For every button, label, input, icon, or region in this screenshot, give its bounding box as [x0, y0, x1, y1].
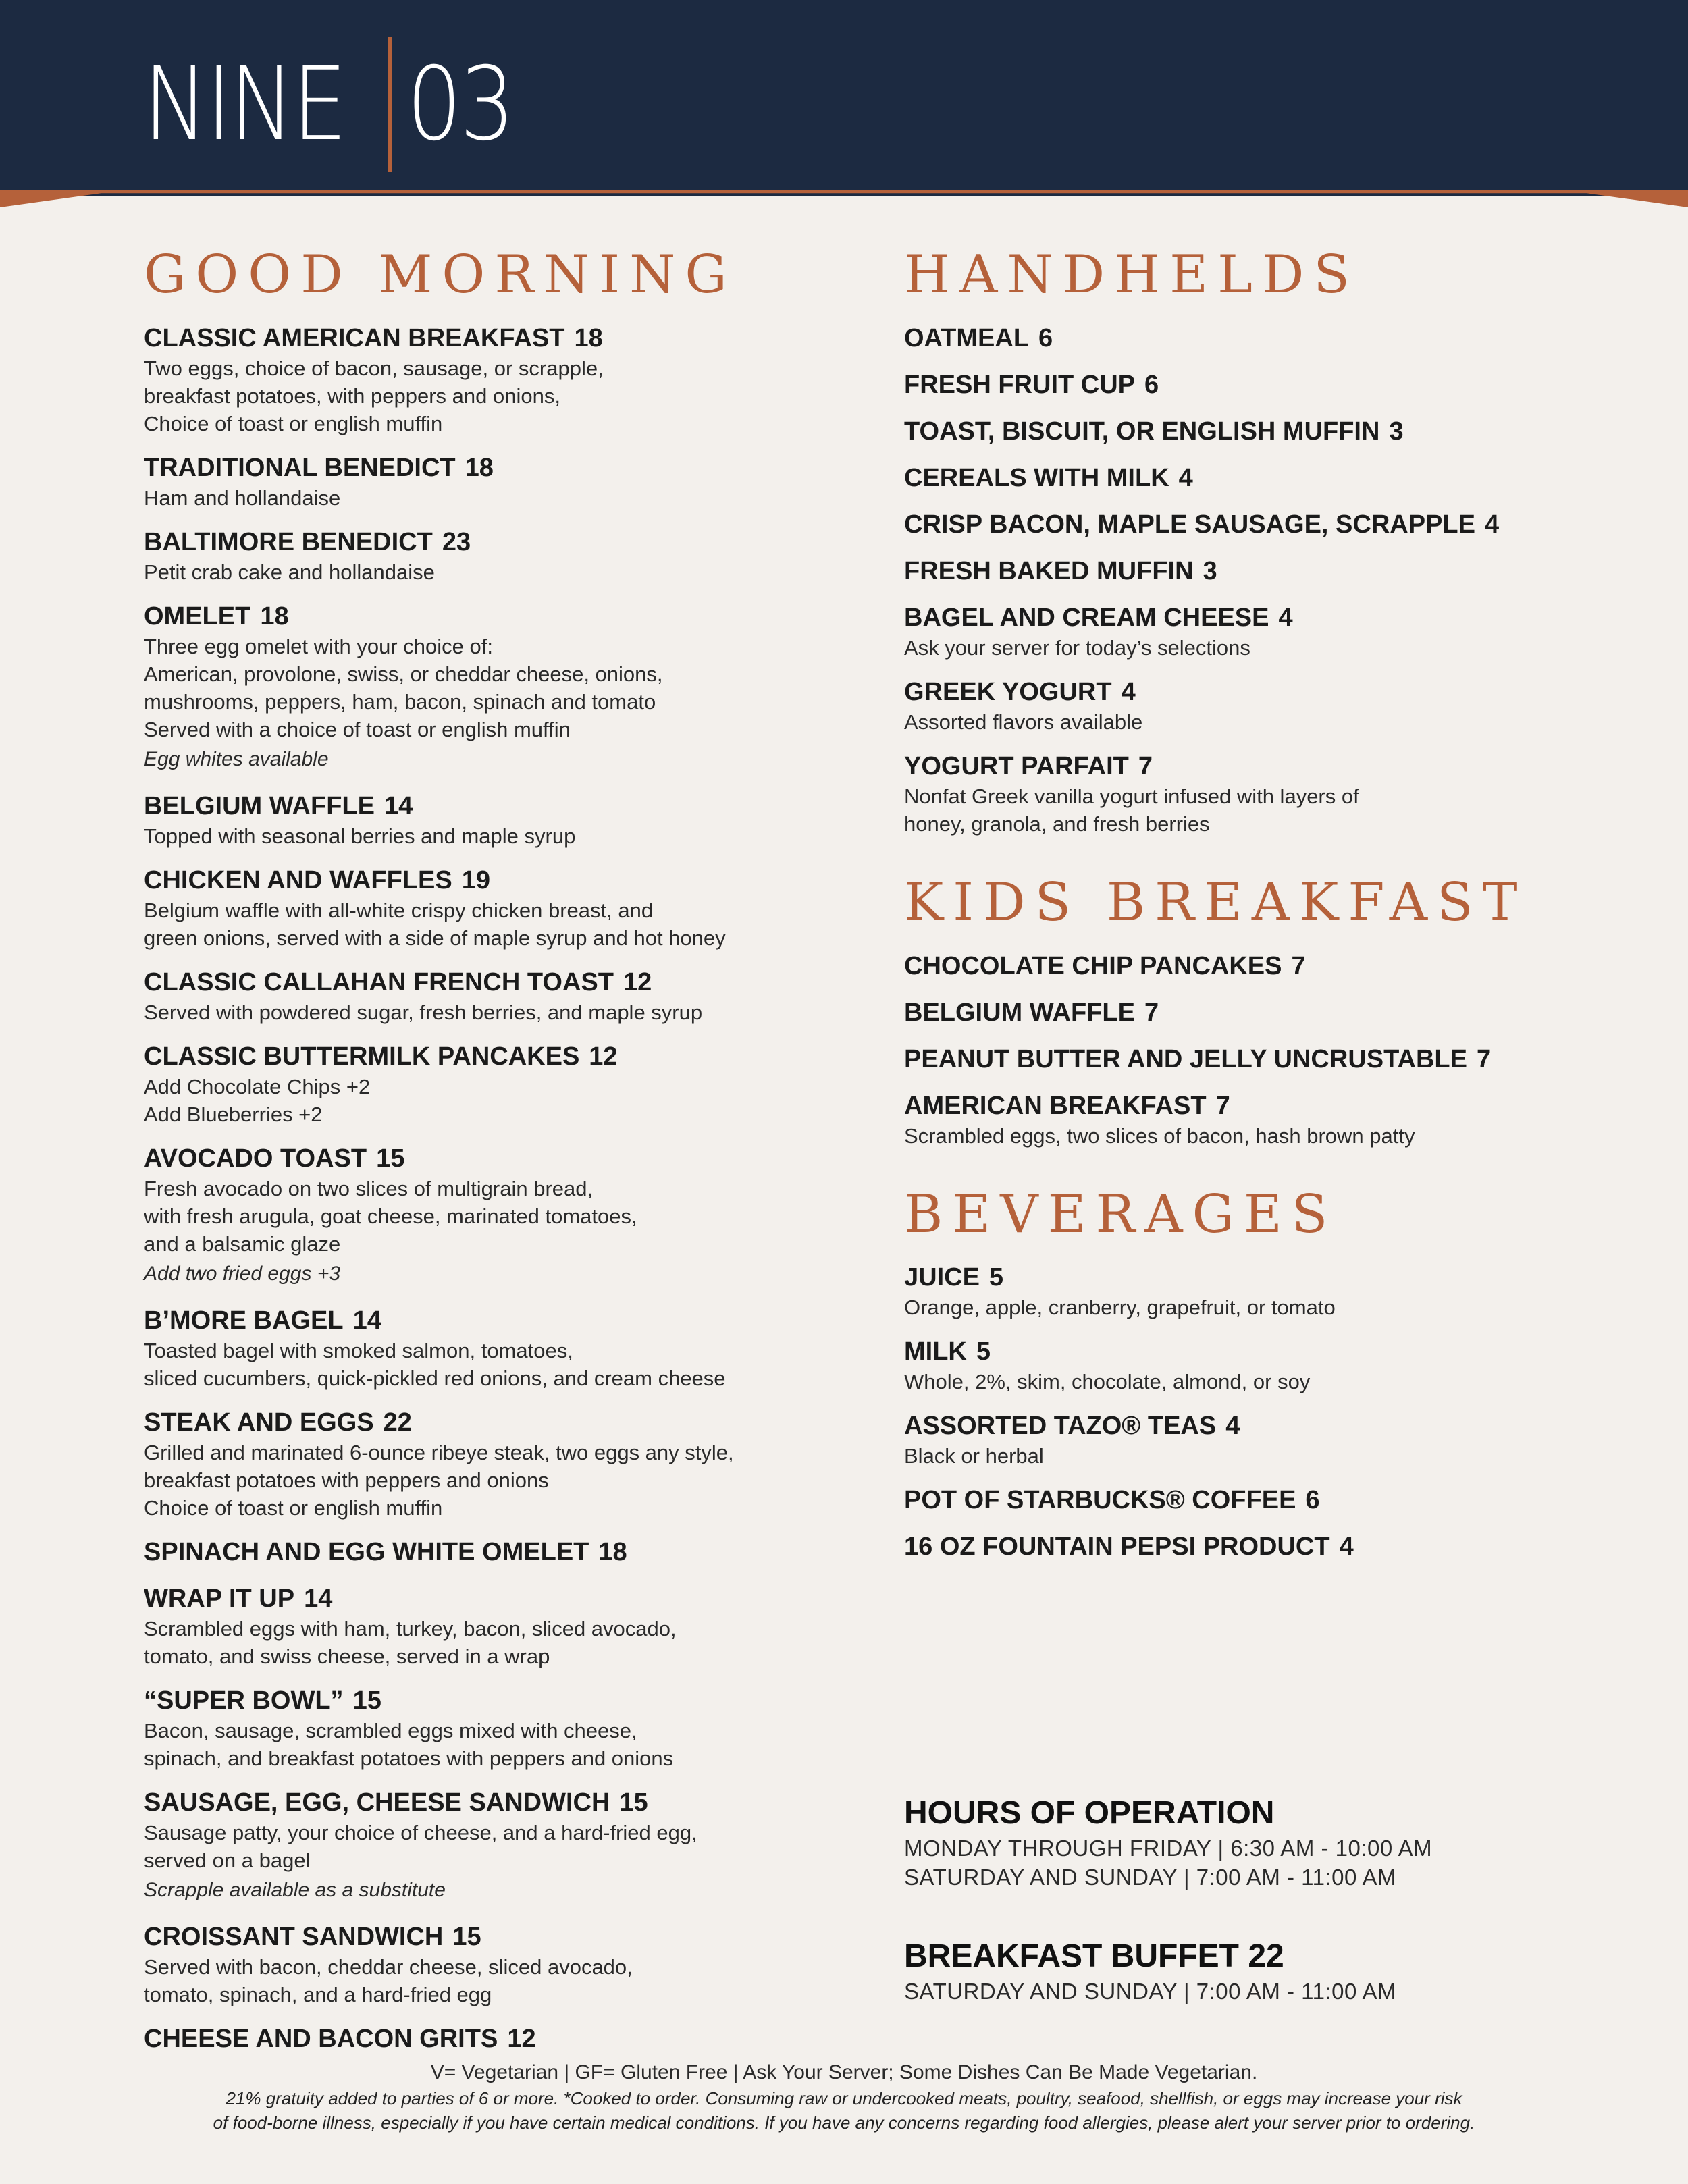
- menu-item: [144, 1786, 819, 1907]
- menu-item-name: 16 OZ FOUNTAIN PEPSI PRODUCT: [904, 1533, 1330, 1562]
- menu-item-price: 5: [976, 1337, 991, 1366]
- menu-item-title: [904, 369, 1579, 401]
- menu-item-name: PEANUT BUTTER AND JELLY UNCRUSTABLE: [904, 1044, 1467, 1073]
- menu-item-name: FRESH BAKED MUFFIN: [904, 556, 1194, 585]
- menu-item: [144, 2023, 819, 2055]
- menu-item: [904, 950, 1579, 982]
- menu-item-title: [144, 864, 819, 897]
- buffet-heading: BREAKFAST BUFFET 22: [904, 1938, 1284, 1974]
- menu-item-price: 22: [383, 1408, 412, 1437]
- menu-item-name: B’MORE BAGEL: [144, 1306, 344, 1335]
- hours-heading: HOURS OF OPERATION: [904, 1795, 1275, 1831]
- menu-item-price: 7: [1291, 951, 1306, 980]
- menu-item-name: CEREALS WITH MILK: [904, 463, 1169, 492]
- hours-weekend-line: SATURDAY AND SUNDAY | 7:00 AM - 11:00 AM: [904, 1865, 1397, 1890]
- menu-item-title: [144, 452, 819, 484]
- menu-item-description: Toasted bagel with smoked salmon, tomatoes, sliced cucumbers, quick-pickled red onions, and cream cheese: [144, 1338, 726, 1390]
- footer-gratuity-notice: 21% gratuity added to parties of 6 or more. *Cooked to order. Consuming raw or undercooked meats, poultry, seafood, shellfish, or eggs may increase your risk: [226, 2088, 1462, 2108]
- good-morning-title: GOOD MORNING: [144, 244, 737, 305]
- brand-logo-divider: [388, 37, 392, 172]
- menu-item: [904, 1043, 1579, 1075]
- menu-item-title: [904, 508, 1579, 541]
- hours-of-operation: [904, 1793, 1579, 1892]
- menu-item-description: Sausage patty, your choice of cheese, and a hard-fried egg, served on a bagel: [144, 1820, 697, 1872]
- menu-item-name: CHOCOLATE CHIP PANCAKES: [904, 951, 1282, 980]
- menu-item-price: 15: [452, 1922, 481, 1951]
- menu-item-price: 3: [1389, 417, 1404, 446]
- menu-item-price: 14: [304, 1584, 333, 1613]
- menu-item: [144, 452, 819, 512]
- menu-item: [904, 1410, 1579, 1470]
- menu-item-price: 4: [1339, 1533, 1354, 1562]
- menu-item-description: Grilled and marinated 6-ounce ribeye steak, two eggs any style, breakfast potatoes with peppers and onions Choice of toast or english muffin: [144, 1440, 734, 1520]
- menu-item-price: 7: [1476, 1044, 1492, 1073]
- menu-item: [144, 322, 819, 437]
- header-accent-band: [0, 190, 1688, 207]
- menu-item: [904, 1090, 1579, 1150]
- menu-item-title: [904, 1261, 1579, 1294]
- menu-item-name: OATMEAL: [904, 323, 1030, 352]
- menu-item: [904, 322, 1579, 354]
- menu-item-title: [904, 602, 1579, 634]
- menu-item-name: ASSORTED TAZO® TEAS: [904, 1412, 1217, 1441]
- menu-item-name: JUICE: [904, 1263, 980, 1292]
- menu-item-name: BELGIUM WAFFLE: [904, 998, 1135, 1027]
- buffet-hours-line: SATURDAY AND SUNDAY | 7:00 AM - 11:00 AM: [904, 1979, 1397, 2004]
- menu-item-name: SAUSAGE, EGG, CHEESE SANDWICH: [144, 1788, 610, 1817]
- kids-section: [904, 874, 1579, 1150]
- header-banner: [0, 0, 1688, 196]
- menu-item-description: Served with powdered sugar, fresh berries, and maple syrup: [144, 1000, 703, 1024]
- menu-item-name: BAGEL AND CREAM CHEESE: [904, 603, 1269, 632]
- menu-item-title: [144, 1304, 819, 1337]
- menu-item-name: SPINACH AND EGG WHITE OMELET: [144, 1537, 589, 1566]
- menu-item-title: [144, 1040, 819, 1073]
- menu-item-price: 5: [988, 1263, 1004, 1292]
- menu-item-title: [904, 676, 1579, 708]
- menu-item-price: 12: [623, 967, 652, 996]
- menu-item: [144, 966, 819, 1026]
- menu-item-description: Three egg omelet with your choice of: American, provolone, swiss, or cheddar cheese, onions, mushrooms, peppers, ham, bacon, spinach and tomato Served with a choice of toast or english muffin: [144, 634, 663, 741]
- breakfast-buffet: [904, 1936, 1579, 2006]
- menu-item-description: Petit crab cake and hollandaise: [144, 560, 435, 584]
- menu-item-price: 18: [260, 602, 289, 631]
- menu-item-name: FRESH FRUIT CUP: [904, 370, 1135, 399]
- menu-item-title: [904, 950, 1579, 982]
- menu-item-name: CRISP BACON, MAPLE SAUSAGE, SCRAPPLE: [904, 510, 1475, 539]
- menu-item-description: Scrambled eggs with ham, turkey, bacon, sliced avocado, tomato, and swiss cheese, served in a wrap: [144, 1616, 677, 1668]
- footer-allergy-notice: of food-borne illness, especially if you have certain medical conditions. If you have any concerns regarding food allergies, please alert your server prior to ordering.: [213, 2112, 1475, 2133]
- menu-item-title: [144, 1786, 819, 1819]
- menu-item: [904, 508, 1579, 541]
- menu-item-price: 18: [574, 323, 603, 352]
- menu-item-price: 15: [619, 1788, 648, 1817]
- footer-disclaimer: [0, 2059, 1688, 2135]
- menu-item-title: [904, 1530, 1579, 1563]
- menu-item-description: Belgium waffle with all-white crispy chicken breast, and green onions, served with a side of maple syrup and hot honey: [144, 898, 726, 950]
- menu-item: [144, 1582, 819, 1670]
- menu-item: [144, 1536, 819, 1568]
- menu-item-price: 3: [1203, 556, 1217, 585]
- menu-item-price: 4: [1225, 1412, 1240, 1441]
- menu-item-price: 7: [1215, 1091, 1230, 1120]
- brand-logo-left: NINE: [143, 46, 345, 163]
- menu-item-title: [144, 1406, 819, 1439]
- menu-item: [144, 1684, 819, 1772]
- menu-item-title: [144, 322, 819, 354]
- menu-item: [144, 1921, 819, 2008]
- menu-item: [904, 462, 1579, 494]
- menu-item-name: STEAK AND EGGS: [144, 1408, 374, 1437]
- menu-item-description: Ham and hollandaise: [144, 485, 341, 510]
- menu-item: [144, 1304, 819, 1392]
- menu-item: [144, 1040, 819, 1128]
- handhelds-list: [904, 322, 1579, 838]
- menu-item: [904, 1530, 1579, 1563]
- menu-item: [144, 790, 819, 850]
- menu-item-title: [144, 526, 819, 558]
- menu-item-name: CROISSANT SANDWICH: [144, 1922, 444, 1951]
- menu-item-title: [144, 600, 819, 633]
- right-column: [904, 246, 1579, 1577]
- menu-item-title: [904, 996, 1579, 1029]
- menu-item: [904, 555, 1579, 587]
- brand-logo: [143, 47, 530, 162]
- menu-item-name: WRAP IT UP: [144, 1584, 295, 1613]
- menu-item: [904, 1335, 1579, 1395]
- menu-item: [904, 1484, 1579, 1516]
- menu-item-description: Whole, 2%, skim, chocolate, almond, or soy: [904, 1370, 1311, 1394]
- menu-item-title: [904, 750, 1579, 782]
- handhelds-section: [904, 246, 1579, 838]
- menu-item-description: Black or herbal: [904, 1444, 1044, 1468]
- menu-item-note: Egg whites available: [144, 747, 329, 770]
- menu-item-description: Fresh avocado on two slices of multigrain bread, with fresh arugula, goat cheese, marinated tomatoes, and a balsamic glaze: [144, 1176, 637, 1256]
- menu-item-name: YOGURT PARFAIT: [904, 751, 1129, 780]
- menu-item-description: Two eggs, choice of bacon, sausage, or scrapple, breakfast potatoes, with peppers and onions, Choice of toast or english muffin: [144, 356, 604, 435]
- menu-item: [144, 1142, 819, 1290]
- menu-item-title: [144, 1684, 819, 1717]
- menu-item-title: [144, 1142, 819, 1175]
- good-morning-section: [144, 246, 819, 2069]
- menu-item-name: CHICKEN AND WAFFLES: [144, 865, 452, 895]
- menu-item-note: Scrapple available as a substitute: [144, 1878, 446, 1901]
- menu-item-price: 19: [461, 865, 490, 895]
- menu-item: [904, 602, 1579, 662]
- menu-item-description: Assorted flavors available: [904, 710, 1143, 734]
- menu-item-price: 18: [465, 453, 494, 482]
- beverages-list: [904, 1261, 1579, 1563]
- menu-item-title: [904, 1335, 1579, 1368]
- menu-item-price: 6: [1144, 370, 1159, 399]
- menu-item-price: 18: [598, 1537, 627, 1566]
- brand-logo-right: 03: [406, 46, 513, 163]
- menu-item-name: CHEESE AND BACON GRITS: [144, 2024, 498, 2053]
- menu-item-title: [904, 415, 1579, 448]
- menu-item-price: 14: [352, 1306, 381, 1335]
- menu-item-note: Add two fried eggs +3: [144, 1262, 341, 1285]
- menu-item-description: Bacon, sausage, scrambled eggs mixed with cheese, spinach, and breakfast potatoes with peppers and onions: [144, 1718, 674, 1770]
- menu-item-name: BALTIMORE BENEDICT: [144, 527, 433, 556]
- menu-item-name: TOAST, BISCUIT, OR ENGLISH MUFFIN: [904, 417, 1380, 446]
- menu-item-price: 12: [589, 1042, 618, 1071]
- menu-item-name: POT OF STARBUCKS® COFFEE: [904, 1486, 1296, 1515]
- menu-item-title: [904, 1043, 1579, 1075]
- menu-item-title: [904, 322, 1579, 354]
- menu-item-price: 12: [507, 2024, 536, 2053]
- menu-item-price: 7: [1144, 998, 1159, 1027]
- menu-item-name: CLASSIC BUTTERMILK PANCAKES: [144, 1042, 580, 1071]
- menu-item: [904, 996, 1579, 1029]
- menu-item-name: OMELET: [144, 602, 251, 631]
- handhelds-title: HANDHELDS: [904, 244, 1359, 305]
- menu-item-name: TRADITIONAL BENEDICT: [144, 453, 456, 482]
- menu-item-description: Scrambled eggs, two slices of bacon, hash brown patty: [904, 1123, 1415, 1148]
- good-morning-list: [144, 322, 819, 2055]
- hours-weekday-line: MONDAY THROUGH FRIDAY | 6:30 AM - 10:00 AM: [904, 1836, 1433, 1861]
- menu-item-title: [904, 555, 1579, 587]
- menu-item-price: 4: [1278, 603, 1293, 632]
- menu-item-description: Ask your server for today’s selections: [904, 635, 1250, 660]
- menu-item-price: 6: [1038, 323, 1053, 352]
- menu-item-price: 4: [1484, 510, 1500, 539]
- menu-item-description: Nonfat Greek vanilla yogurt infused with layers of honey, granola, and fresh berries: [904, 784, 1359, 836]
- menu-item-price: 7: [1138, 751, 1153, 780]
- menu-item-description: Orange, apple, cranberry, grapefruit, or tomato: [904, 1296, 1336, 1320]
- beverages-title: BEVERAGES: [904, 1183, 1338, 1245]
- kids-breakfast-title: KIDS BREAKFAST: [904, 872, 1527, 933]
- menu-item-price: 6: [1305, 1486, 1320, 1515]
- kids-list: [904, 950, 1579, 1150]
- menu-item-price: 23: [442, 527, 471, 556]
- menu-item-price: 15: [352, 1686, 381, 1715]
- menu-item-price: 4: [1121, 677, 1136, 706]
- menu-item: [144, 864, 819, 952]
- menu-item-title: [144, 1921, 819, 1953]
- menu-item: [144, 1406, 819, 1522]
- menu-item: [904, 369, 1579, 401]
- menu-item-price: 14: [384, 791, 413, 820]
- menu-item: [904, 676, 1579, 736]
- menu-item-description: Add Chocolate Chips +2 Add Blueberries +2: [144, 1074, 371, 1126]
- menu-item: [904, 750, 1579, 838]
- menu-item: [144, 526, 819, 586]
- menu-item-title: [144, 1582, 819, 1615]
- menu-item-title: [144, 2023, 819, 2055]
- menu-item: [144, 600, 819, 776]
- menu-item-name: “SUPER BOWL”: [144, 1686, 344, 1715]
- menu-item-title: [904, 462, 1579, 494]
- menu-item-description: Served with bacon, cheddar cheese, sliced avocado, tomato, spinach, and a hard-fried egg: [144, 1954, 633, 2006]
- menu-item: [904, 1261, 1579, 1321]
- menu-item-name: CLASSIC CALLAHAN FRENCH TOAST: [144, 967, 614, 996]
- menu-item-price: 4: [1178, 463, 1193, 492]
- menu-item-title: [904, 1090, 1579, 1122]
- menu-item-title: [904, 1410, 1579, 1442]
- menu-item-title: [144, 790, 819, 822]
- menu-item-title: [904, 1484, 1579, 1516]
- menu-item-name: BELGIUM WAFFLE: [144, 791, 375, 820]
- footer-dietary-key: V= Vegetarian | GF= Gluten Free | Ask Your Server; Some Dishes Can Be Made Vegetarian.: [430, 2061, 1258, 2083]
- menu-item-name: AMERICAN BREAKFAST: [904, 1091, 1207, 1120]
- menu-item-title: [144, 966, 819, 998]
- menu-item-name: MILK: [904, 1337, 967, 1366]
- menu-item-name: AVOCADO TOAST: [144, 1144, 367, 1173]
- menu-item: [904, 415, 1579, 448]
- menu-item-description: Topped with seasonal berries and maple syrup: [144, 824, 576, 848]
- menu-item-name: GREEK YOGURT: [904, 677, 1112, 706]
- menu-item-title: [144, 1536, 819, 1568]
- menu-item-price: 15: [376, 1144, 405, 1173]
- menu-item-name: CLASSIC AMERICAN BREAKFAST: [144, 323, 565, 352]
- beverages-section: [904, 1183, 1579, 1564]
